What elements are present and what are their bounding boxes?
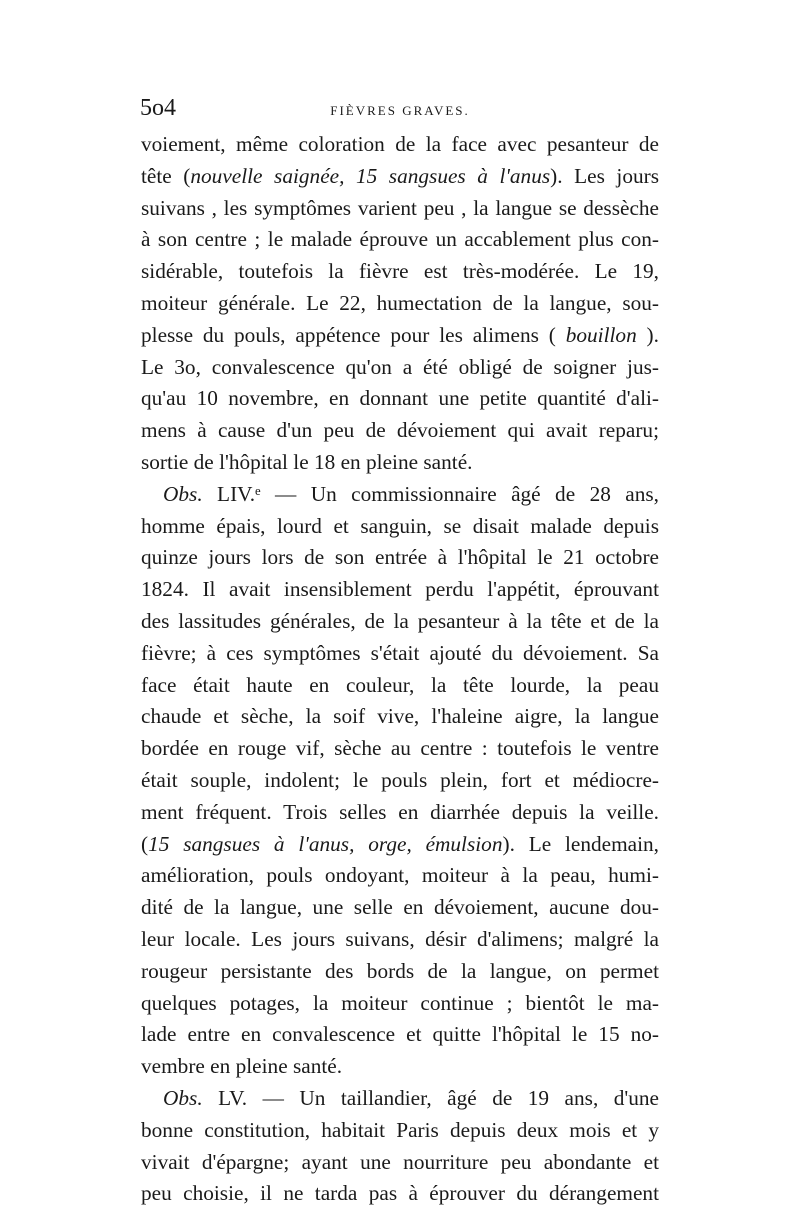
text-line: [141, 1051, 659, 1083]
text-segment: était souple, indolent; le pouls plein, fort et médiocre-: [141, 767, 659, 792]
text-segment: tête (: [141, 163, 191, 188]
text-line: [141, 161, 659, 193]
text-segment: homme épais, lourd et sanguin, se disait malade depuis: [141, 513, 659, 538]
text-line: [141, 638, 659, 670]
text-segment: quinze jours lors de son entrée à l'hôpital le 21 octobre: [141, 545, 659, 570]
text-segment: fièvre; à ces symptômes s'était ajouté du dévoiement. Sa: [141, 640, 659, 665]
italic-text: nouvelle saignée, 15 sangsues à l'anus: [190, 163, 551, 188]
text-line: [141, 765, 659, 797]
text-line: [141, 924, 659, 956]
text-segment: 1824. Il avait insensiblement perdu l'appétit, éprouvant: [141, 577, 659, 602]
italic-text: 15 sangsues à l'anus, orge, émulsion: [148, 831, 503, 856]
text-line: [141, 956, 659, 988]
text-line: [141, 701, 659, 733]
text-segment: sortie de l'hôpital le 18 en pleine santé.: [141, 449, 473, 474]
text-segment: sidérable, toutefois la fièvre est très-modérée. Le 19,: [141, 259, 659, 284]
text-line: [141, 1178, 659, 1210]
running-head: FIÈVRES GRAVES.: [330, 103, 470, 118]
italic-text: Obs.: [163, 1085, 203, 1110]
text-line: [141, 1019, 659, 1051]
text-segment: (: [141, 831, 149, 856]
text-line: [141, 542, 659, 574]
text-line: [141, 224, 659, 256]
text-segment: ). Les jours: [550, 163, 659, 188]
text-line: [141, 383, 659, 415]
text-line: [141, 288, 659, 320]
text-line: [141, 733, 659, 765]
text-line: [141, 256, 659, 288]
text-segment: rougeur persistante des bords de la langue, on permet: [141, 958, 659, 983]
text-segment: moiteur générale. Le 22, humectation de la langue, sou-: [141, 290, 659, 315]
text-line: [141, 447, 659, 479]
text-line: [141, 606, 659, 638]
text-segment: chaude et sèche, la soif vive, l'haleine aigre, la langue: [141, 704, 659, 729]
text-segment: qu'au 10 novembre, en donnant une petite quantité d'ali-: [141, 386, 659, 411]
text-segment: bordée en rouge vif, sèche au centre : toutefois le ventre: [141, 736, 659, 761]
text-line: [141, 574, 659, 606]
text-line: [141, 1147, 659, 1179]
text-segment: ment fréquent. Trois selles en diarrhée depuis la veille.: [141, 799, 659, 824]
text-line: [141, 797, 659, 829]
text-line: [141, 193, 659, 225]
text-line: [141, 860, 659, 892]
italic-text: bouillon: [565, 322, 637, 347]
text-segment: face était haute en couleur, la tête lourde, la peau: [141, 672, 659, 697]
text-segment: amélioration, pouls ondoyant, moiteur à la peau, humi-: [141, 863, 659, 888]
text-line: [141, 829, 659, 861]
text-line: [141, 1115, 659, 1147]
text-line: [141, 415, 659, 447]
text-segment: mens à cause d'un peu de dévoiement qui avait reparu;: [141, 418, 659, 443]
text-segment: quelques potages, la moiteur continue ; bientôt le ma-: [141, 990, 659, 1015]
text-segment: dité de la langue, une selle en dévoiement, aucune dou-: [141, 895, 659, 920]
text-segment: plesse du pouls, appétence pour les alimens (: [141, 322, 566, 347]
text-segment: voiement, même coloration de la face avec pesanteur de: [141, 132, 659, 156]
text-segment: vembre en pleine santé.: [141, 1054, 343, 1079]
text-segment: LV. — Un taillandier, âgé de 19 ans, d'une: [202, 1085, 659, 1110]
text-line: [141, 320, 659, 352]
text-segment: ).: [636, 322, 659, 347]
page-header: [140, 95, 660, 125]
text-segment: LIV.ᵉ — Un commissionnaire âgé de 28 ans,: [202, 481, 659, 506]
text-segment: lade entre en convalescence et quitte l'hôpital le 15 no-: [141, 1022, 659, 1047]
text-line: [141, 1083, 659, 1115]
text-segment: bonne constitution, habitait Paris depuis deux mois et y: [141, 1117, 659, 1142]
text-line: [141, 129, 659, 161]
text-line: [141, 352, 659, 384]
text-line: [141, 892, 659, 924]
text-segment: vivait d'épargne; ayant une nourriture peu abondante et: [141, 1149, 659, 1174]
body-text: [141, 129, 659, 1210]
text-line: [141, 670, 659, 702]
text-segment: ). Le lendemain,: [502, 831, 659, 856]
text-segment: à son centre ; le malade éprouve un accablement plus con-: [141, 227, 659, 252]
text-line: [141, 479, 659, 511]
text-segment: suivans , les symptômes varient peu , la langue se dessèche: [141, 195, 659, 220]
text-line: [141, 511, 659, 543]
text-line: [141, 988, 659, 1020]
text-segment: peu choisie, il ne tarda pas à éprouver du dérangement: [141, 1181, 659, 1206]
italic-text: Obs.: [163, 481, 203, 506]
text-segment: Le 3o, convalescence qu'on a été obligé de soigner jus-: [141, 354, 659, 379]
page-number: 5o4: [140, 95, 176, 121]
text-segment: des lassitudes générales, de la pesanteur à la tête et de la: [141, 608, 659, 633]
text-segment: leur locale. Les jours suivans, désir d'alimens; malgré la: [141, 926, 659, 951]
